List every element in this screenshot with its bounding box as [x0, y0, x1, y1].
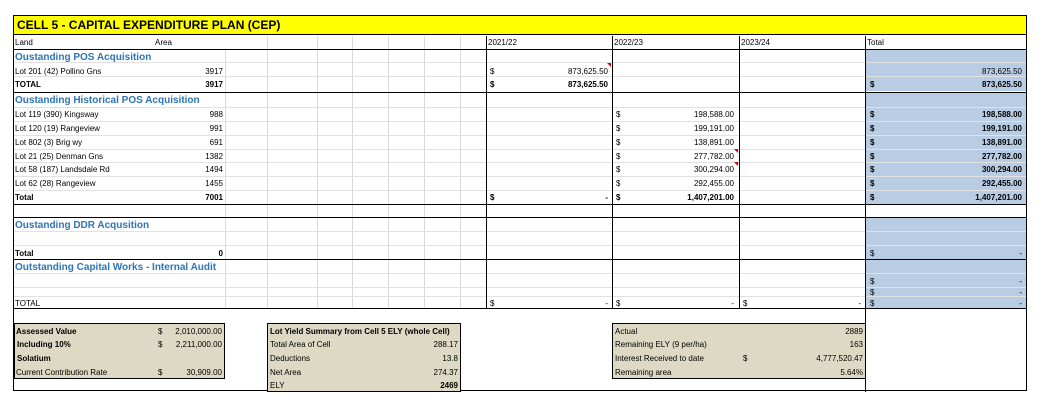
lot-yield-label: Deductions: [270, 354, 311, 363]
assessed-value: 30,909.00: [186, 368, 222, 377]
hist-row-y2-value: 292,455.00: [693, 179, 734, 188]
hist-row-y2-value: 199,191.00: [693, 124, 734, 133]
pos-row-area: 3917: [205, 67, 223, 76]
page-title: CELL 5 - CAPITAL EXPENDITURE PLAN (CEP): [14, 16, 1026, 35]
lot-yield-value: 274.37: [433, 368, 458, 377]
hist-row-y2-currency: $: [616, 110, 621, 119]
hist-row-area: 1382: [205, 152, 223, 161]
summary-label: Interest Received to date: [615, 354, 704, 363]
header-area: Area: [155, 38, 172, 47]
header-total: Total: [867, 38, 884, 47]
works-total-y3-value: -: [858, 299, 861, 308]
works-total-total-currency: $: [870, 299, 875, 308]
summary-value: 4,777,520.47: [816, 354, 863, 363]
section-ddr-acquisition: Oustanding DDR Acqusition: [15, 220, 150, 231]
pos-row-land: Lot 201 (42) Pollino Gns: [15, 67, 102, 76]
assessed-label: Assessed Value: [16, 327, 77, 336]
assessed-currency: $: [158, 327, 163, 336]
pos-total-area: 3917: [205, 80, 223, 89]
hist-row-y2-currency: $: [616, 165, 621, 174]
hist-row-total-currency: $: [870, 179, 875, 188]
lot-yield-label: ELY: [270, 381, 285, 390]
ddr-total-currency: $: [870, 249, 875, 258]
hist-row-y2-currency: $: [616, 138, 621, 147]
summary-value: 5.64%: [840, 368, 863, 377]
hist-row-land: Lot 21 (25) Denman Gns: [15, 152, 104, 161]
section-historical-pos: Oustanding Historical POS Acquisition: [15, 95, 200, 106]
works-line-value: -: [1019, 277, 1022, 286]
hist-total-label: Total: [15, 193, 34, 202]
works-total-y3-currency: $: [743, 299, 748, 308]
pos-total-y1-currency: $: [490, 80, 495, 89]
hist-row-land: Lot 58 (187) Landsdale Rd: [15, 165, 110, 174]
assessed-label: Including 10%: [17, 340, 71, 349]
hist-row-total-value: 198,588.00: [981, 110, 1022, 119]
assessed-value: 2,010,000.00: [175, 327, 222, 336]
hist-row-area: 1455: [205, 179, 223, 188]
hist-row-y2-currency: $: [616, 124, 621, 133]
works-total-y2-value: -: [731, 299, 734, 308]
assessed-currency: $: [158, 340, 163, 349]
works-total-total-value: -: [1019, 299, 1022, 308]
works-total-y1-value: -: [605, 299, 608, 308]
hist-row-y2-currency: $: [616, 179, 621, 188]
works-total-y1-currency: $: [490, 299, 495, 308]
hist-row-total-currency: $: [870, 165, 875, 174]
lot-yield-title: Lot Yield Summary from Cell 5 ELY (whole Cell): [270, 327, 450, 336]
hist-row-total-currency: $: [870, 124, 875, 133]
header-land: Land: [15, 38, 33, 47]
hist-row-total-value: 138,891.00: [981, 138, 1022, 147]
works-total-label: TOTAL: [15, 299, 41, 308]
hist-row-land: Lot 120 (19) Rangeview: [15, 124, 100, 133]
assessed-label: Solatium: [17, 354, 51, 363]
hist-total-area: 7001: [205, 193, 223, 202]
hist-row-area: 988: [209, 110, 223, 119]
hist-row-total-value: 292,455.00: [981, 179, 1022, 188]
header-2023-24: 2023/24: [741, 38, 770, 47]
pos-row-total-value: 873,625.50: [981, 67, 1022, 76]
hist-row-total-currency: $: [870, 110, 875, 119]
ddr-total-value: -: [1019, 249, 1022, 258]
lot-yield-value: 288.17: [433, 340, 458, 349]
pos-row-y1-currency: $: [490, 67, 495, 76]
assessed-currency: $: [158, 368, 163, 377]
lot-yield-label: Total Area of Cell: [270, 340, 331, 349]
hist-total-y2-currency: $: [616, 193, 621, 202]
hist-row-land: Lot 802 (3) Brig wy: [15, 138, 83, 147]
hist-row-total-value: 300,294.00: [981, 165, 1022, 174]
hist-row-area: 691: [209, 138, 223, 147]
hist-total-total-currency: $: [870, 193, 875, 202]
summary-label: Actual: [615, 327, 638, 336]
hist-row-total-value: 277,782.00: [981, 152, 1022, 161]
ddr-total-area: 0: [218, 249, 223, 258]
hist-row-land: Lot 119 (390) Kingsway: [15, 110, 99, 119]
hist-row-y2-value: 138,891.00: [693, 138, 734, 147]
works-total-y2-currency: $: [616, 299, 621, 308]
summary-value: 2889: [845, 327, 863, 336]
works-line-currency: $: [870, 277, 875, 286]
works-line-value: -: [1019, 288, 1022, 297]
hist-row-total-value: 199,191.00: [981, 124, 1022, 133]
lot-yield-value: 13.8: [442, 354, 458, 363]
hist-total-y1-currency: $: [490, 193, 495, 202]
summary-label: Remaining area: [615, 368, 672, 377]
section-pos-acquisition: Oustanding POS Acquisition: [15, 52, 152, 63]
summary-value: 163: [849, 340, 863, 349]
pos-total-y1-value: 873,625.50: [567, 80, 608, 89]
section-capital-works: Outstanding Capital Works - Internal Audit: [15, 262, 217, 273]
hist-row-total-currency: $: [870, 138, 875, 147]
lot-yield-label: Net Area: [270, 368, 302, 377]
hist-row-y2-currency: $: [616, 152, 621, 161]
lot-yield-value: 2469: [440, 381, 458, 390]
hist-row-y2-value: 198,588.00: [693, 110, 734, 119]
hist-total-y1-value: -: [605, 193, 608, 202]
pos-total-total-currency: $: [870, 80, 875, 89]
assessed-label: Current Contribution Rate: [16, 368, 108, 377]
hist-row-area: 1494: [205, 165, 223, 174]
hist-row-y2-value: 277,782.00: [693, 152, 734, 161]
header-2021-22: 2021/22: [488, 38, 517, 47]
hist-row-area: 991: [209, 124, 223, 133]
works-line-currency: $: [870, 288, 875, 297]
hist-row-y2-value: 300,294.00: [693, 165, 734, 174]
assessed-value: 2,211,000.00: [175, 340, 222, 349]
header-2022-23: 2022/23: [614, 38, 643, 47]
summary-currency: $: [743, 354, 748, 363]
summary-label: Remaining ELY (9 per/ha): [615, 340, 707, 349]
spreadsheet: [13, 15, 1027, 391]
hist-row-land: Lot 62 (28) Rangeview: [15, 179, 96, 188]
pos-row-y1-value: 873,625.50: [567, 67, 608, 76]
pos-total-label: TOTAL: [15, 80, 41, 89]
pos-total-total-value: 873,625.50: [981, 80, 1022, 89]
hist-total-y2-value: 1,407,201.00: [687, 193, 734, 202]
ddr-total-label: Total: [15, 249, 34, 258]
hist-row-total-currency: $: [870, 152, 875, 161]
hist-total-total-value: 1,407,201.00: [975, 193, 1022, 202]
